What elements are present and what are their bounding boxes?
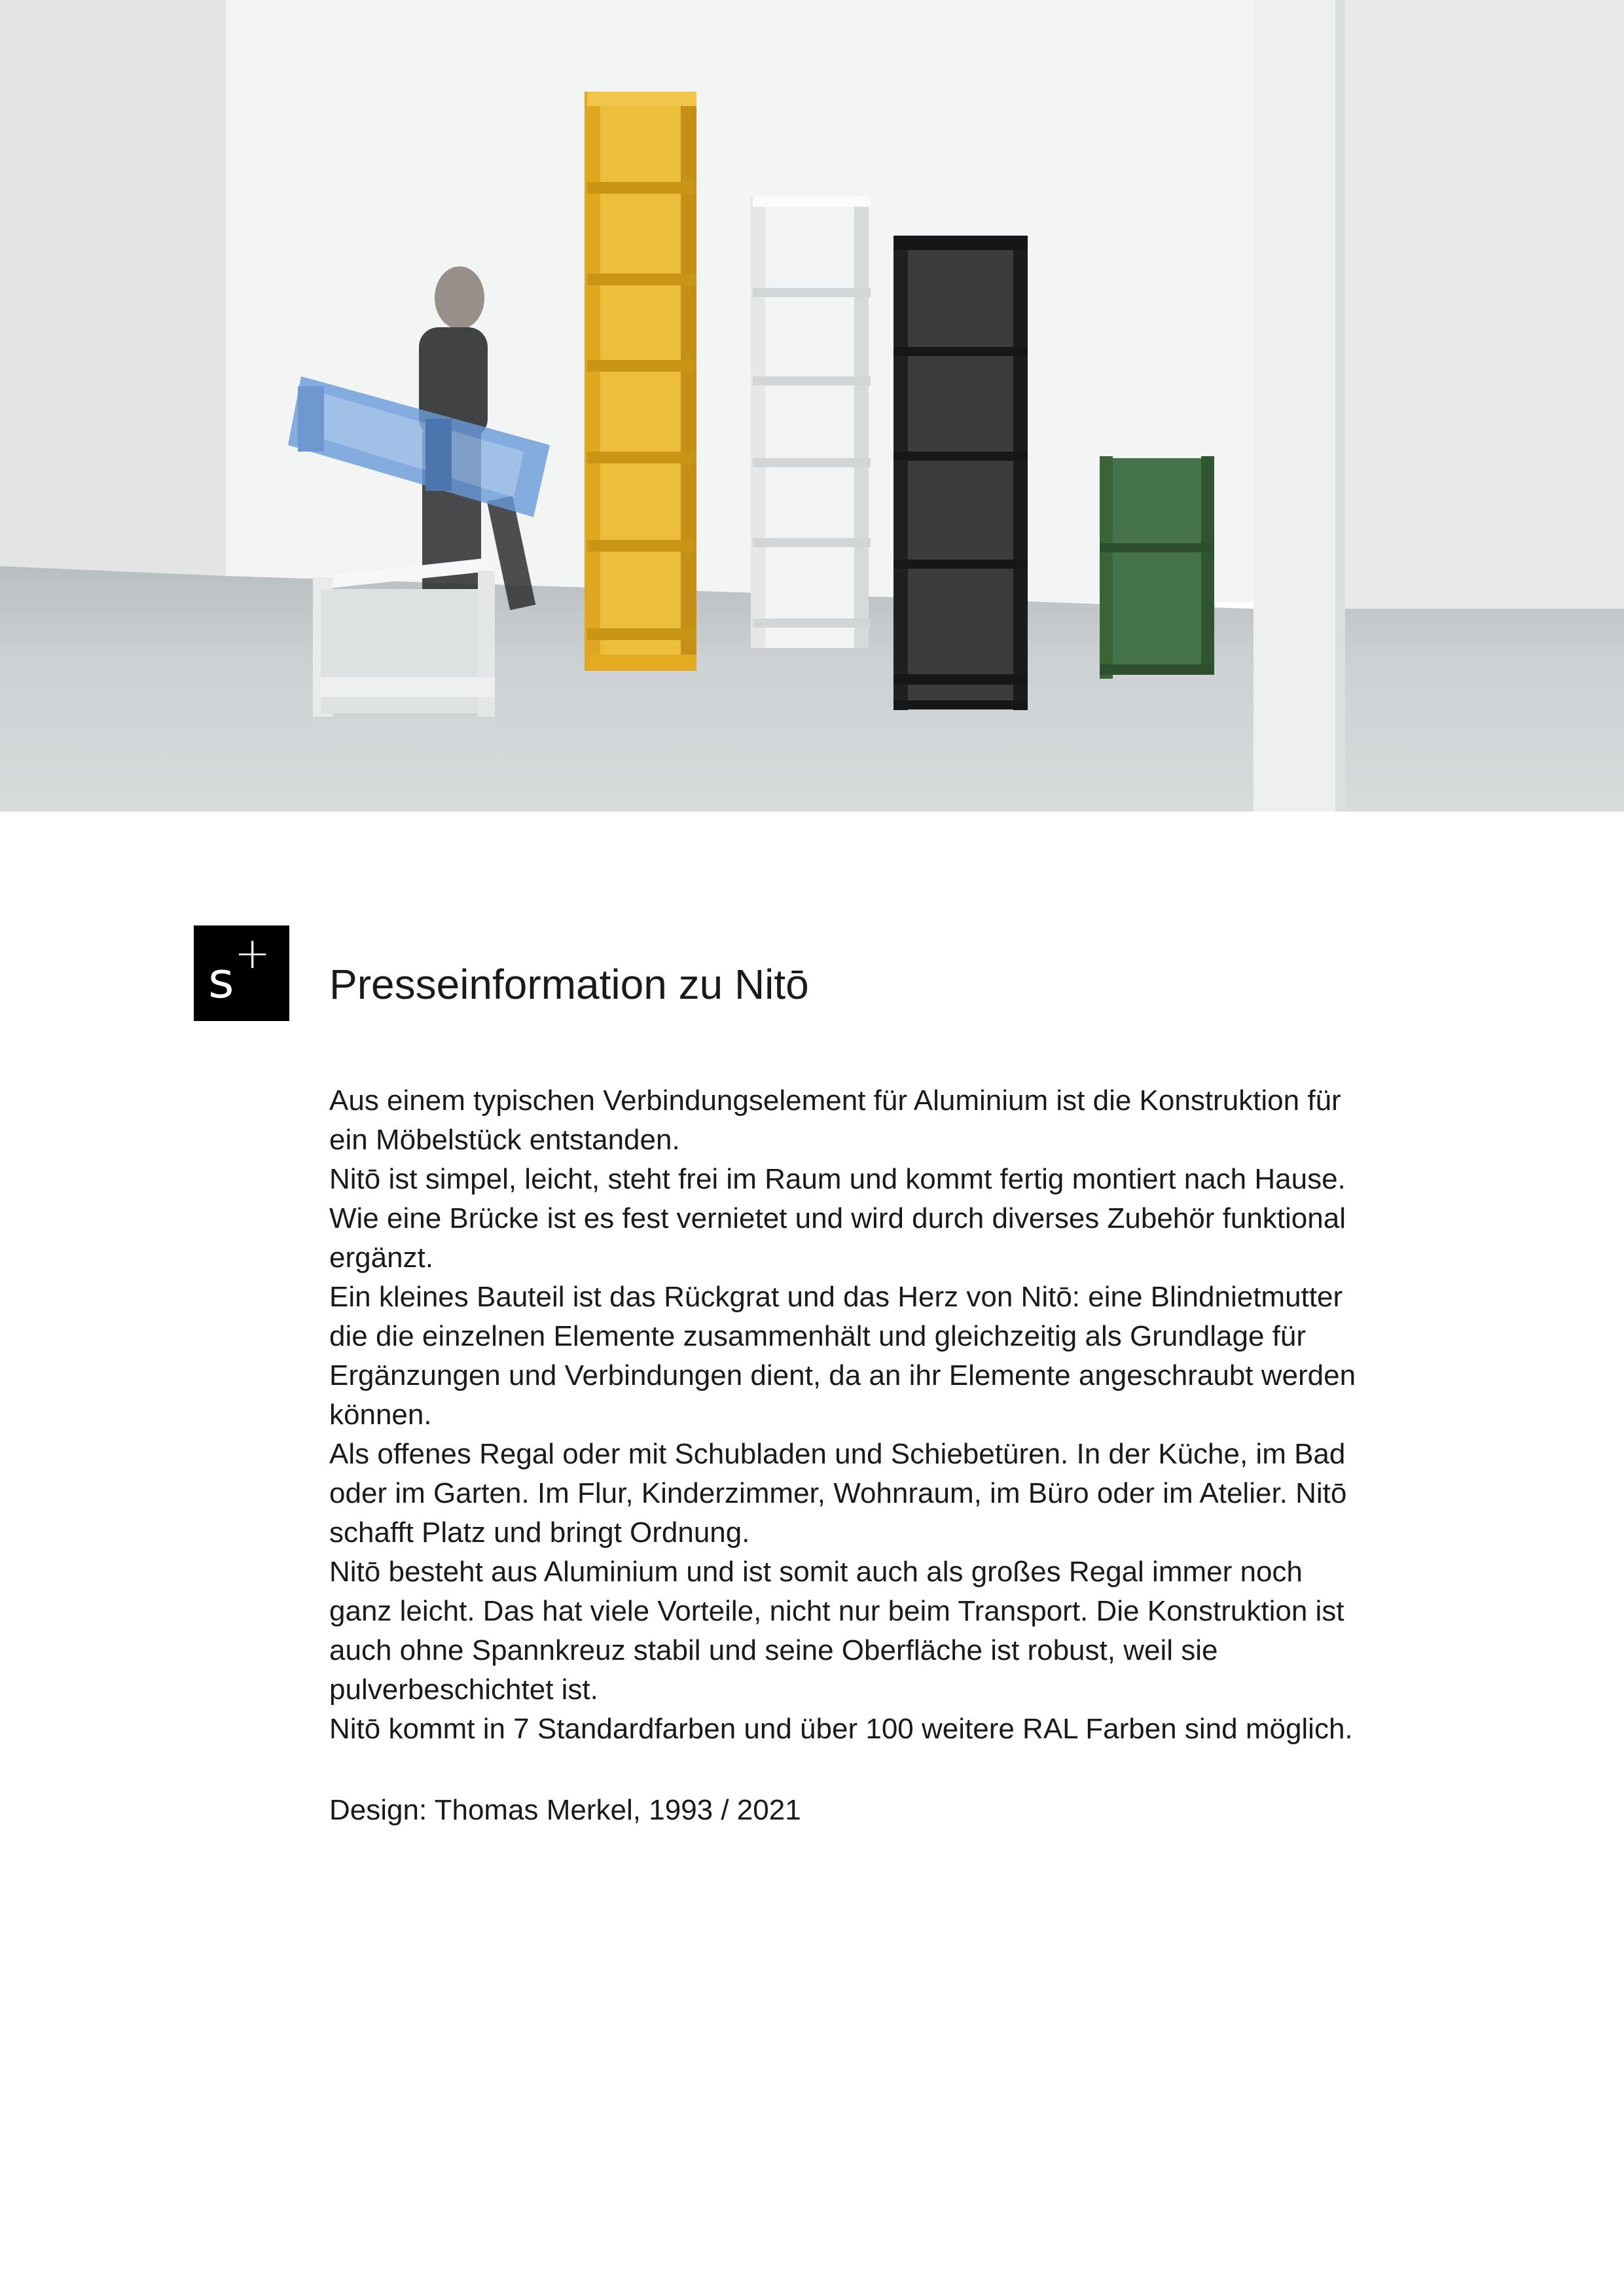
logo-letter: s <box>208 951 234 1009</box>
text-line: Wie eine Brücke ist es fest vernietet und wird durch diverses Zubehör funktional <box>329 1202 1346 1234</box>
shelves-photo-illustration <box>0 0 1624 812</box>
text-line: schafft Platz und bringt Ordnung. <box>329 1516 750 1549</box>
text-line: die die einzelnen Elemente zusammenhält und gleichzeitig als Grundlage für <box>329 1320 1307 1352</box>
brand-logo <box>194 925 289 1021</box>
green-shelf <box>1100 447 1214 679</box>
text-line: Nitō ist simpel, leicht, steht frei im Raum und kommt fertig montiert nach Hause. <box>329 1163 1346 1195</box>
text-line: können. <box>329 1399 432 1431</box>
text-line: Ergänzungen und Verbindungen dient, da an ihr Elemente angeschraubt werden <box>329 1359 1356 1391</box>
text-line: ergänzt. <box>329 1242 433 1274</box>
text-line: ganz leicht. Das hat viele Vorteile, nicht nur beim Transport. Die Konstruktion ist <box>329 1595 1344 1627</box>
design-credit: Design: Thomas Merkel, 1993 / 2021 <box>329 1794 801 1826</box>
press-text <box>329 1081 1481 1749</box>
text-line: Nitō besteht aus Aluminium und ist somit auch als großes Regal immer noch <box>329 1556 1303 1588</box>
text-line: pulverbeschichtet ist. <box>329 1674 598 1706</box>
black-shelf <box>893 236 1028 710</box>
text-line: auch ohne Spannkreuz stabil und seine Oberfläche ist robust, weil sie <box>329 1634 1218 1666</box>
text-line: ein Möbelstück entstanden. <box>329 1124 680 1156</box>
logo-plus-icon: + <box>234 928 271 978</box>
text-line: Nitō kommt in 7 Standardfarben und über 100 weitere RAL Farben sind möglich. <box>329 1713 1353 1745</box>
hero-photo <box>0 0 1624 812</box>
white-shelf <box>751 196 871 648</box>
yellow-shelf <box>585 92 696 671</box>
text-line: Ein kleines Bauteil ist das Rückgrat und das Herz von Nitō: eine Blindnietmutter <box>329 1281 1343 1313</box>
text-line: oder im Garten. Im Flur, Kinderzimmer, Wohnraum, im Büro oder im Atelier. Nitō <box>329 1477 1347 1509</box>
text-line: Aus einem typischen Verbindungselement für Aluminium ist die Konstruktion für <box>329 1085 1341 1117</box>
page-title: Presseinformation zu Nitō <box>329 961 809 1008</box>
text-line: Als offenes Regal oder mit Schubladen und Schiebetüren. In der Küche, im Bad <box>329 1438 1346 1470</box>
